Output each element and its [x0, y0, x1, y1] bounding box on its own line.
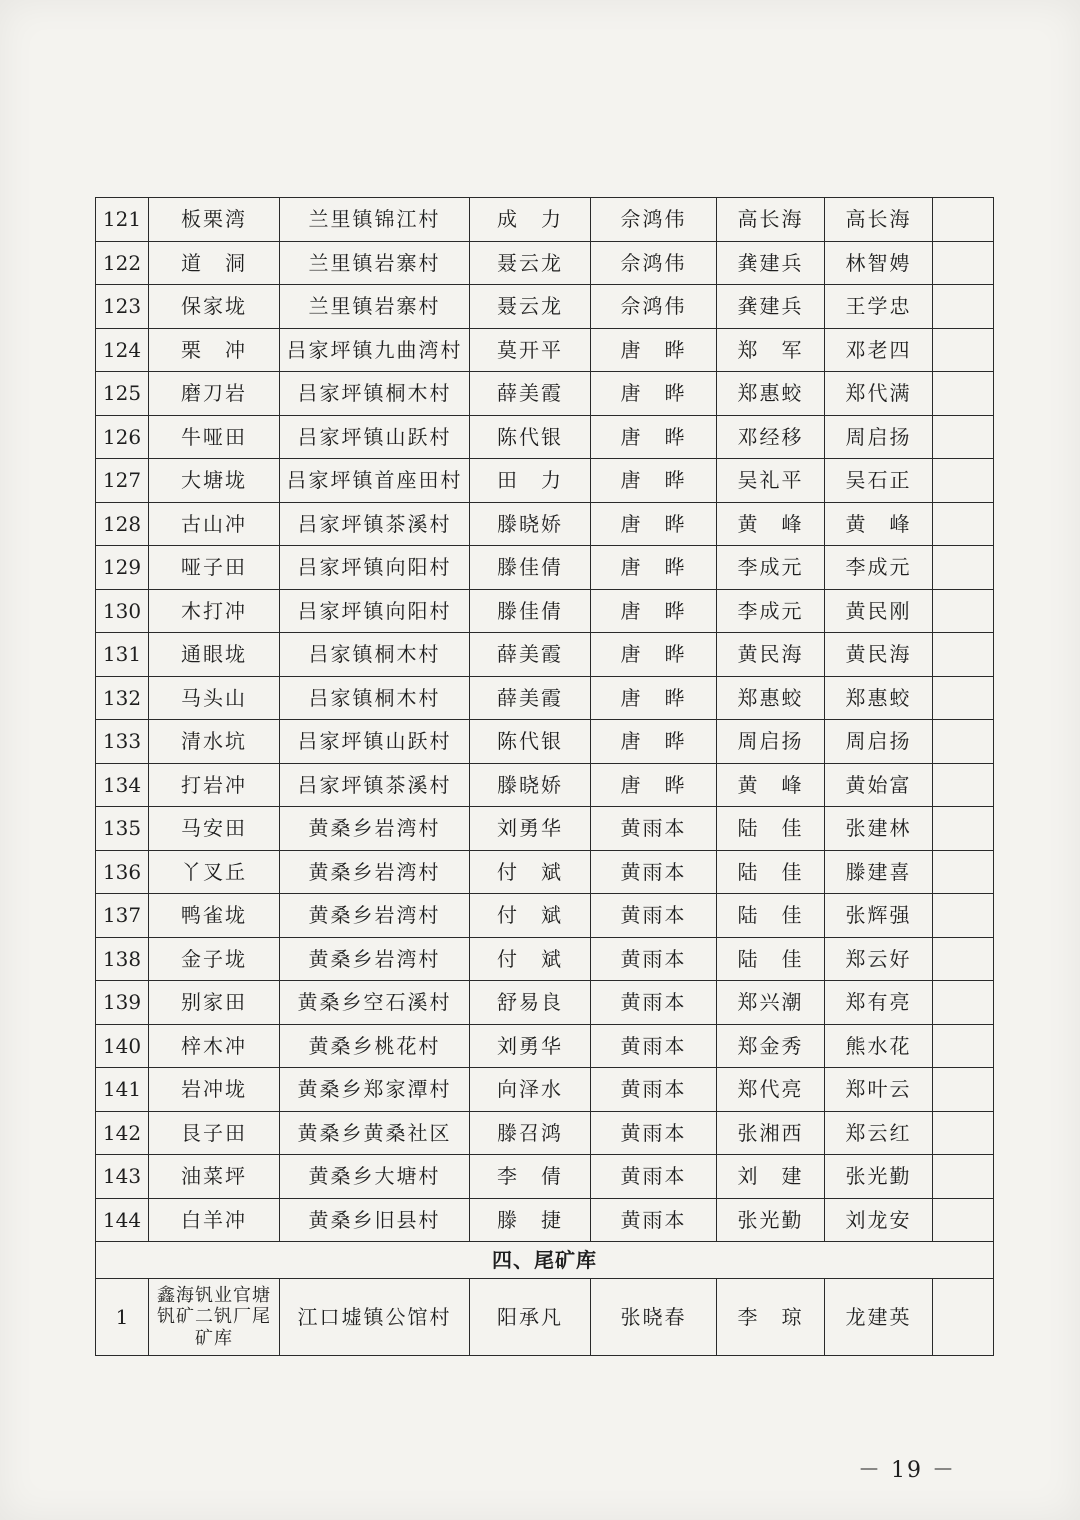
responsible-person-1: 付 斌 [470, 937, 591, 981]
location: 兰里镇锦江村 [280, 198, 470, 242]
responsible-person-1: 成 力 [470, 198, 591, 242]
location: 吕家坪镇山跃村 [280, 415, 470, 459]
location: 吕家镇桐木村 [280, 676, 470, 720]
row-index: 130 [96, 589, 149, 633]
location: 吕家坪镇桐木村 [280, 372, 470, 416]
responsible-person-2: 黄雨本 [591, 981, 717, 1025]
responsible-person-4: 龙建英 [825, 1279, 933, 1356]
responsible-person-4: 郑惠蛟 [825, 676, 933, 720]
responsible-person-2: 唐 晔 [591, 589, 717, 633]
site-name: 古山冲 [149, 502, 280, 546]
location: 吕家坪镇茶溪村 [280, 502, 470, 546]
table-row [96, 372, 994, 416]
site-name: 鸭雀垅 [149, 894, 280, 938]
location: 江口墟镇公馆村 [280, 1279, 470, 1356]
remarks-cell [933, 285, 994, 329]
responsible-person-4: 郑代满 [825, 372, 933, 416]
location: 黄桑乡黄桑社区 [280, 1111, 470, 1155]
responsible-person-1: 薛美霞 [470, 676, 591, 720]
site-name: 油菜坪 [149, 1155, 280, 1199]
remarks-cell [933, 1279, 994, 1356]
table-row [96, 720, 994, 764]
site-name: 丫叉丘 [149, 850, 280, 894]
remarks-cell [933, 198, 994, 242]
responsible-person-3: 郑代亮 [717, 1068, 825, 1112]
responsible-person-4: 黄始富 [825, 763, 933, 807]
remarks-cell [933, 720, 994, 764]
responsible-person-1: 薛美霞 [470, 633, 591, 677]
responsible-person-1: 田 力 [470, 459, 591, 503]
responsible-person-2: 张晓春 [591, 1279, 717, 1356]
site-name: 岩冲垅 [149, 1068, 280, 1112]
responsible-person-2: 佘鸿伟 [591, 285, 717, 329]
location: 黄桑乡桃花村 [280, 1024, 470, 1068]
responsible-person-1: 薛美霞 [470, 372, 591, 416]
responsibility-table [95, 197, 994, 1356]
row-index: 137 [96, 894, 149, 938]
responsible-person-4: 黄民海 [825, 633, 933, 677]
responsible-person-2: 佘鸿伟 [591, 198, 717, 242]
responsible-person-1: 陈代银 [470, 720, 591, 764]
responsible-person-1: 付 斌 [470, 850, 591, 894]
responsible-person-2: 唐 晔 [591, 415, 717, 459]
remarks-cell [933, 1068, 994, 1112]
responsible-person-4: 李成元 [825, 546, 933, 590]
table-row [96, 241, 994, 285]
responsible-person-4: 郑云红 [825, 1111, 933, 1155]
site-name: 梓木冲 [149, 1024, 280, 1068]
responsible-person-3: 李成元 [717, 546, 825, 590]
table-row [96, 981, 994, 1025]
location: 兰里镇岩寨村 [280, 241, 470, 285]
responsible-person-2: 黄雨本 [591, 894, 717, 938]
responsible-person-1: 滕 捷 [470, 1198, 591, 1242]
row-index: 133 [96, 720, 149, 764]
table-row [96, 763, 994, 807]
responsible-person-4: 邓老四 [825, 328, 933, 372]
responsible-person-2: 黄雨本 [591, 1024, 717, 1068]
responsible-person-2: 唐 晔 [591, 676, 717, 720]
row-index: 131 [96, 633, 149, 677]
responsible-person-2: 黄雨本 [591, 1111, 717, 1155]
row-index: 128 [96, 502, 149, 546]
location: 吕家坪镇茶溪村 [280, 763, 470, 807]
responsible-person-3: 龚建兵 [717, 285, 825, 329]
table-row [96, 633, 994, 677]
location: 黄桑乡旧县村 [280, 1198, 470, 1242]
responsible-person-3: 邓经移 [717, 415, 825, 459]
table-row [96, 1024, 994, 1068]
site-name: 白羊冲 [149, 1198, 280, 1242]
responsible-person-3: 郑 军 [717, 328, 825, 372]
remarks-cell [933, 1111, 994, 1155]
site-name: 磨刀岩 [149, 372, 280, 416]
responsible-person-1: 滕召鸿 [470, 1111, 591, 1155]
responsible-person-1: 滕晓娇 [470, 502, 591, 546]
responsible-person-2: 唐 晔 [591, 328, 717, 372]
row-index: 126 [96, 415, 149, 459]
remarks-cell [933, 894, 994, 938]
section-title: 四、尾矿库 [96, 1242, 994, 1279]
location: 吕家坪镇向阳村 [280, 589, 470, 633]
remarks-cell [933, 937, 994, 981]
table-body [96, 198, 994, 1356]
remarks-cell [933, 546, 994, 590]
responsible-person-3: 陆 佳 [717, 807, 825, 851]
site-name: 清水坑 [149, 720, 280, 764]
table-row [96, 589, 994, 633]
responsible-person-4: 郑有亮 [825, 981, 933, 1025]
responsible-person-1: 陈代银 [470, 415, 591, 459]
row-index: 141 [96, 1068, 149, 1112]
responsible-person-1: 刘勇华 [470, 807, 591, 851]
site-name: 打岩冲 [149, 763, 280, 807]
site-name: 鑫海钒业官塘钒矿二钒厂尾矿库 [149, 1279, 280, 1356]
location: 黄桑乡岩湾村 [280, 937, 470, 981]
responsible-person-4: 刘龙安 [825, 1198, 933, 1242]
row-index: 140 [96, 1024, 149, 1068]
responsible-person-1: 付 斌 [470, 894, 591, 938]
responsible-person-2: 唐 晔 [591, 372, 717, 416]
responsible-person-4: 张辉强 [825, 894, 933, 938]
responsible-person-1: 滕晓娇 [470, 763, 591, 807]
responsible-person-2: 黄雨本 [591, 937, 717, 981]
site-name: 牛哑田 [149, 415, 280, 459]
responsible-person-3: 陆 佳 [717, 850, 825, 894]
site-name: 大塘垅 [149, 459, 280, 503]
table-row [96, 894, 994, 938]
location: 吕家坪镇向阳村 [280, 546, 470, 590]
remarks-cell [933, 633, 994, 677]
responsible-person-2: 黄雨本 [591, 850, 717, 894]
row-index: 136 [96, 850, 149, 894]
responsible-person-2: 唐 晔 [591, 763, 717, 807]
table-row [96, 1198, 994, 1242]
remarks-cell [933, 589, 994, 633]
responsible-person-1: 李 倩 [470, 1155, 591, 1199]
remarks-cell [933, 1024, 994, 1068]
responsible-person-4: 周启扬 [825, 720, 933, 764]
responsible-person-4: 黄民刚 [825, 589, 933, 633]
table-row [96, 937, 994, 981]
responsible-person-1: 刘勇华 [470, 1024, 591, 1068]
row-index: 121 [96, 198, 149, 242]
row-index: 132 [96, 676, 149, 720]
responsible-person-4: 吴石正 [825, 459, 933, 503]
responsible-person-3: 陆 佳 [717, 937, 825, 981]
remarks-cell [933, 807, 994, 851]
table-row [96, 1155, 994, 1199]
responsible-person-1: 聂云龙 [470, 285, 591, 329]
responsible-person-2: 黄雨本 [591, 1068, 717, 1112]
site-name: 板栗湾 [149, 198, 280, 242]
responsible-person-2: 黄雨本 [591, 1198, 717, 1242]
row-index: 139 [96, 981, 149, 1025]
site-name: 别家田 [149, 981, 280, 1025]
responsible-person-4: 林智娉 [825, 241, 933, 285]
responsible-person-3: 高长海 [717, 198, 825, 242]
responsible-person-1: 向泽水 [470, 1068, 591, 1112]
responsible-person-2: 唐 晔 [591, 633, 717, 677]
location: 吕家镇桐木村 [280, 633, 470, 677]
row-index: 122 [96, 241, 149, 285]
responsible-person-2: 唐 晔 [591, 546, 717, 590]
row-index: 138 [96, 937, 149, 981]
site-name: 艮子田 [149, 1111, 280, 1155]
site-name: 道 洞 [149, 241, 280, 285]
location: 吕家坪镇九曲湾村 [280, 328, 470, 372]
site-name: 保家垅 [149, 285, 280, 329]
row-index: 124 [96, 328, 149, 372]
location: 黄桑乡岩湾村 [280, 850, 470, 894]
responsible-person-4: 周启扬 [825, 415, 933, 459]
remarks-cell [933, 981, 994, 1025]
table-row [96, 1111, 994, 1155]
responsible-person-2: 唐 晔 [591, 502, 717, 546]
responsible-person-2: 唐 晔 [591, 720, 717, 764]
responsible-person-2: 黄雨本 [591, 1155, 717, 1199]
table-row [96, 459, 994, 503]
remarks-cell [933, 328, 994, 372]
remarks-cell [933, 676, 994, 720]
responsible-person-4: 张光勤 [825, 1155, 933, 1199]
responsible-person-3: 龚建兵 [717, 241, 825, 285]
page-number: － 19 － [858, 1458, 956, 1483]
remarks-cell [933, 502, 994, 546]
location: 黄桑乡大塘村 [280, 1155, 470, 1199]
responsible-person-4: 郑叶云 [825, 1068, 933, 1112]
responsible-person-4: 张建林 [825, 807, 933, 851]
remarks-cell [933, 415, 994, 459]
location: 黄桑乡岩湾村 [280, 807, 470, 851]
location: 黄桑乡郑家潭村 [280, 1068, 470, 1112]
row-index: 129 [96, 546, 149, 590]
responsible-person-2: 佘鸿伟 [591, 241, 717, 285]
responsible-person-4: 黄 峰 [825, 502, 933, 546]
responsible-person-1: 舒易良 [470, 981, 591, 1025]
responsible-person-1: 阳承凡 [470, 1279, 591, 1356]
responsible-person-3: 刘 建 [717, 1155, 825, 1199]
site-name: 马安田 [149, 807, 280, 851]
remarks-cell [933, 1198, 994, 1242]
row-index: 142 [96, 1111, 149, 1155]
responsible-person-3: 郑惠蛟 [717, 372, 825, 416]
responsible-person-3: 陆 佳 [717, 894, 825, 938]
row-index: 144 [96, 1198, 149, 1242]
site-name: 通眼垅 [149, 633, 280, 677]
table-row [96, 807, 994, 851]
responsible-person-2: 黄雨本 [591, 807, 717, 851]
responsible-person-3: 黄 峰 [717, 763, 825, 807]
remarks-cell [933, 1155, 994, 1199]
responsible-person-1: 滕佳倩 [470, 546, 591, 590]
table-row [96, 1279, 994, 1356]
remarks-cell [933, 459, 994, 503]
row-index: 135 [96, 807, 149, 851]
responsible-person-3: 吴礼平 [717, 459, 825, 503]
location: 吕家坪镇首座田村 [280, 459, 470, 503]
location: 黄桑乡空石溪村 [280, 981, 470, 1025]
site-name: 马头山 [149, 676, 280, 720]
row-index: 134 [96, 763, 149, 807]
location: 吕家坪镇山跃村 [280, 720, 470, 764]
site-name: 哑子田 [149, 546, 280, 590]
table-row [96, 285, 994, 329]
responsible-person-3: 郑金秀 [717, 1024, 825, 1068]
table-row [96, 415, 994, 459]
responsible-person-3: 张光勤 [717, 1198, 825, 1242]
responsible-person-1: 聂云龙 [470, 241, 591, 285]
responsible-person-4: 王学忠 [825, 285, 933, 329]
row-index: 125 [96, 372, 149, 416]
row-index: 1 [96, 1279, 149, 1356]
table-row [96, 198, 994, 242]
responsible-person-4: 高长海 [825, 198, 933, 242]
table-row [96, 850, 994, 894]
responsible-person-4: 熊水花 [825, 1024, 933, 1068]
row-index: 123 [96, 285, 149, 329]
responsible-person-3: 周启扬 [717, 720, 825, 764]
responsible-person-4: 郑云好 [825, 937, 933, 981]
responsible-person-3: 黄 峰 [717, 502, 825, 546]
remarks-cell [933, 763, 994, 807]
responsible-person-4: 滕建喜 [825, 850, 933, 894]
location: 黄桑乡岩湾村 [280, 894, 470, 938]
responsible-person-3: 张湘西 [717, 1111, 825, 1155]
responsible-person-3: 李 琼 [717, 1279, 825, 1356]
site-name: 栗 冲 [149, 328, 280, 372]
table-row [96, 328, 994, 372]
responsible-person-3: 郑兴潮 [717, 981, 825, 1025]
site-name: 金子垅 [149, 937, 280, 981]
responsible-person-3: 黄民海 [717, 633, 825, 677]
responsible-person-2: 唐 晔 [591, 459, 717, 503]
table-row [96, 546, 994, 590]
responsible-person-1: 莫开平 [470, 328, 591, 372]
remarks-cell [933, 372, 994, 416]
responsible-person-1: 滕佳倩 [470, 589, 591, 633]
table-row [96, 676, 994, 720]
responsible-person-3: 郑惠蛟 [717, 676, 825, 720]
remarks-cell [933, 850, 994, 894]
section-header-row [96, 1242, 994, 1279]
location: 兰里镇岩寨村 [280, 285, 470, 329]
row-index: 127 [96, 459, 149, 503]
responsible-person-3: 李成元 [717, 589, 825, 633]
table-row [96, 502, 994, 546]
site-name: 木打冲 [149, 589, 280, 633]
table-row [96, 1068, 994, 1112]
remarks-cell [933, 241, 994, 285]
row-index: 143 [96, 1155, 149, 1199]
